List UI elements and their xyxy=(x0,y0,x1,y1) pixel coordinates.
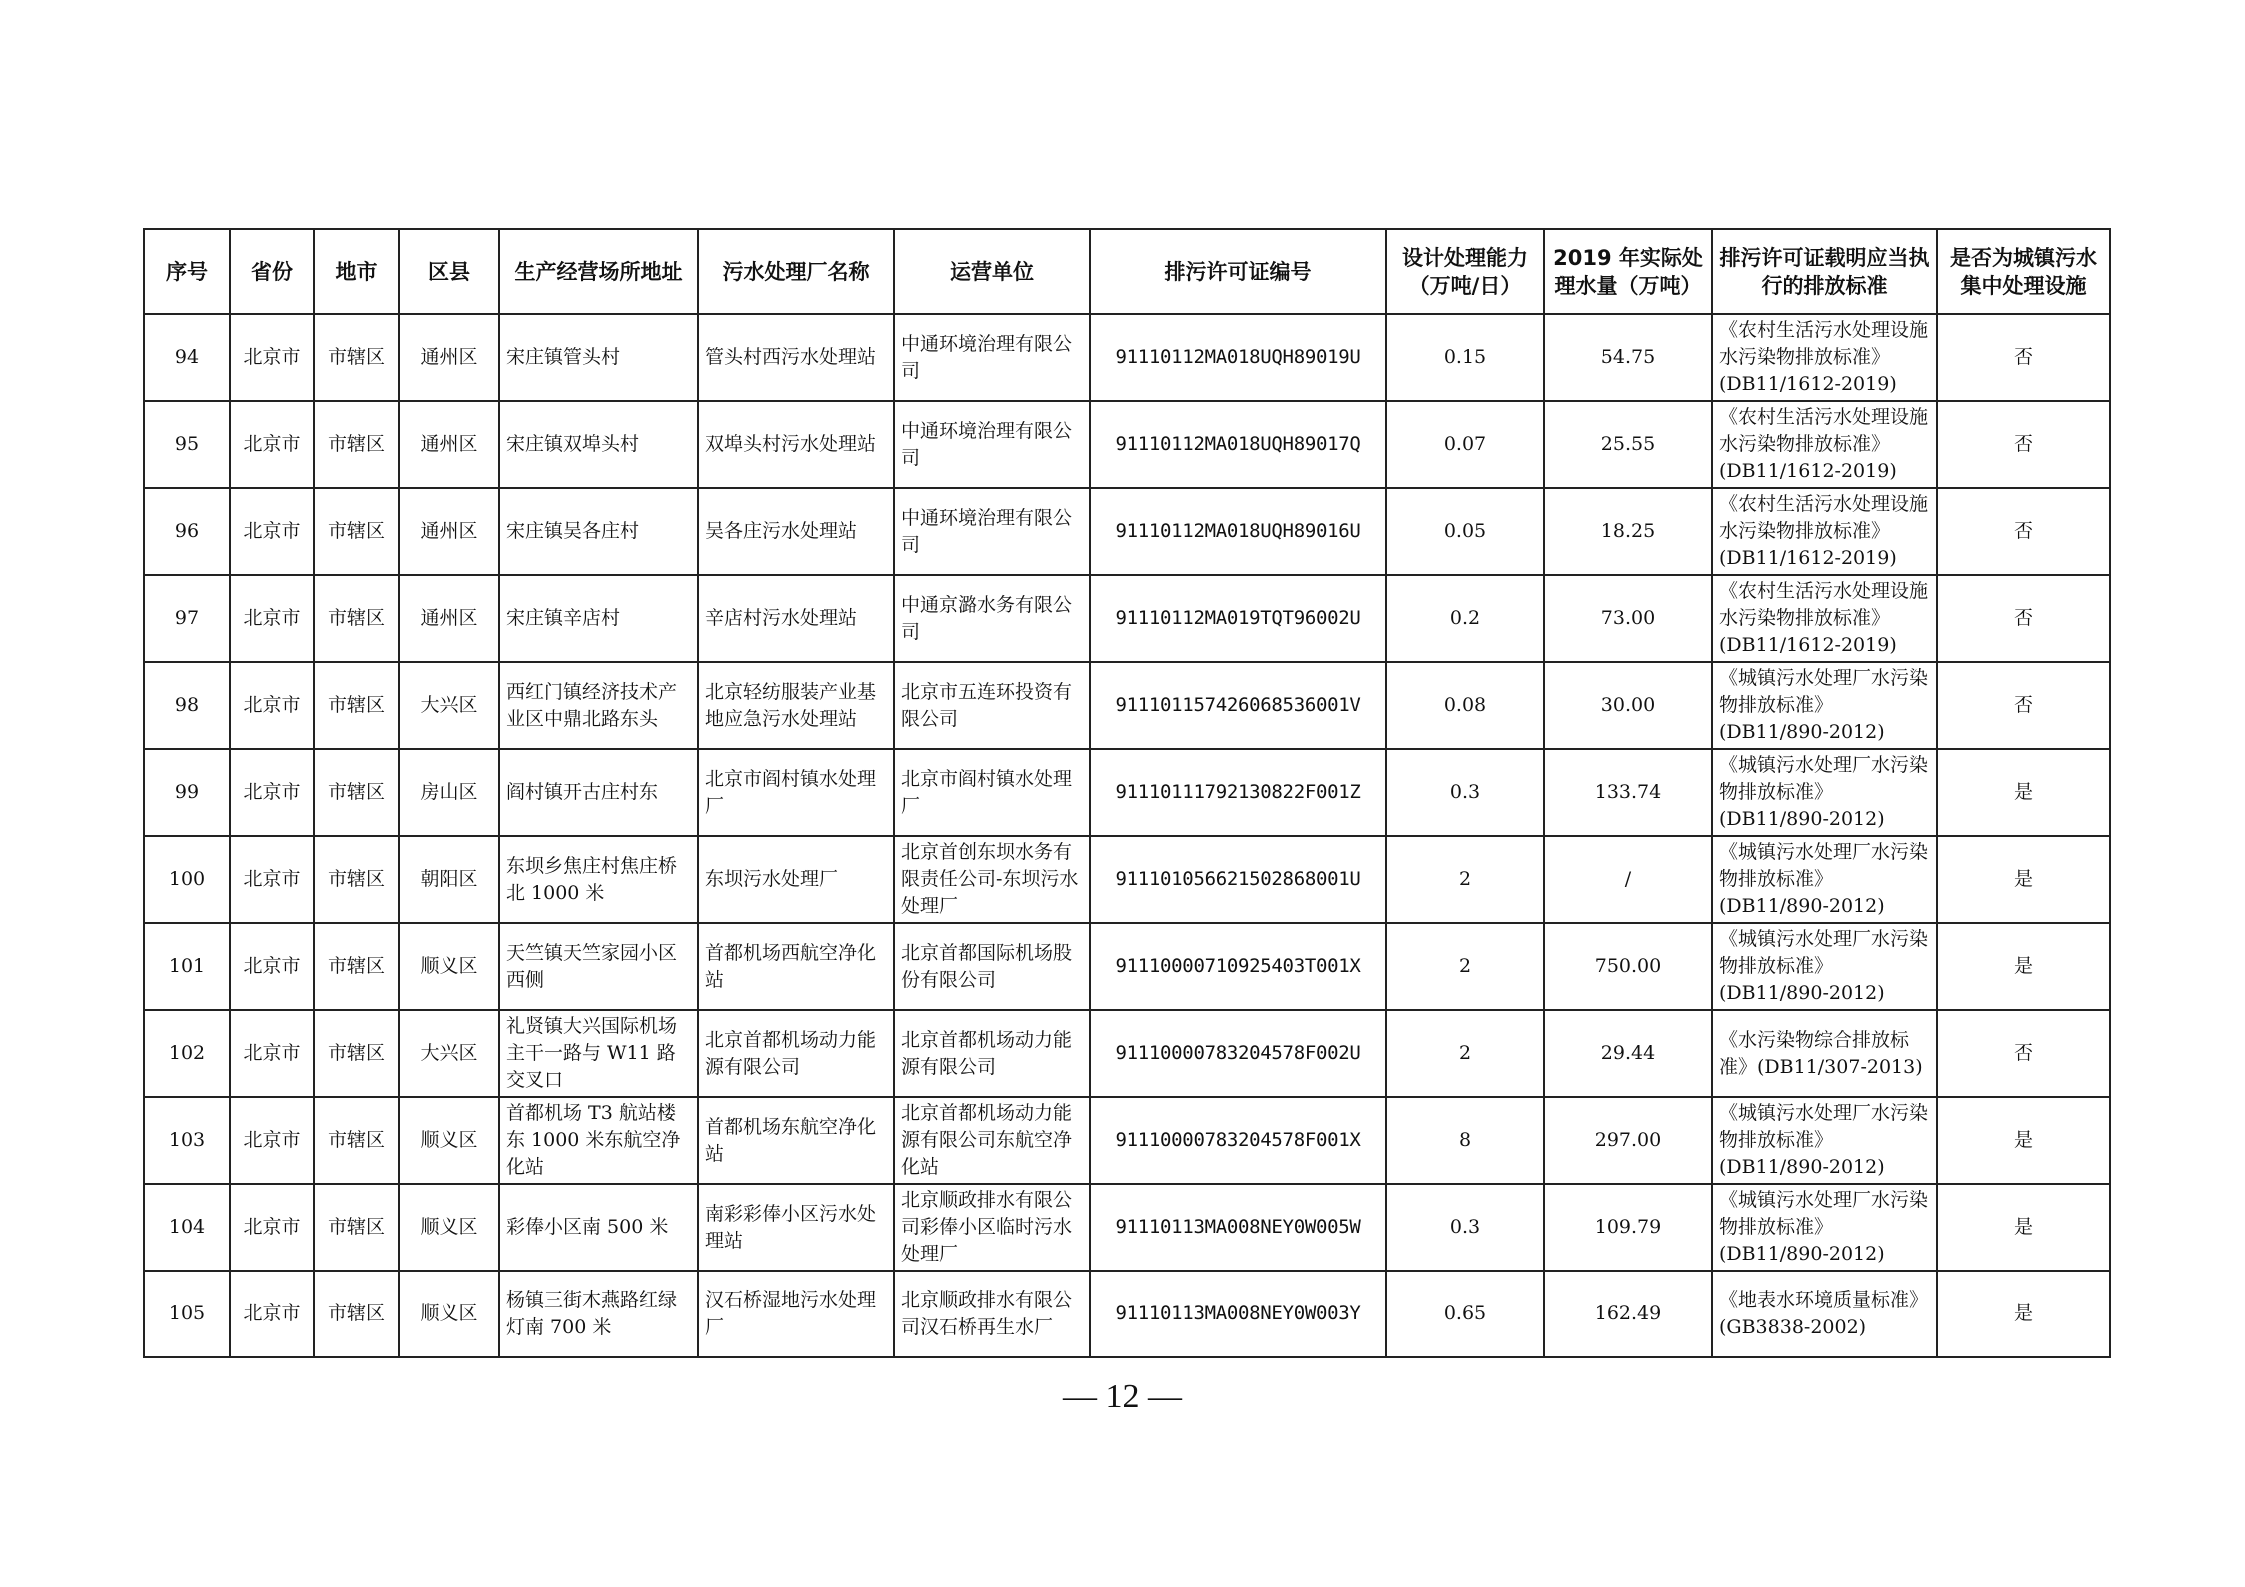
district-cell: 大兴区 xyxy=(399,1010,499,1097)
district-cell: 通州区 xyxy=(399,401,499,488)
is-urban-facility-cell: 是 xyxy=(1937,923,2110,1010)
city-cell: 市辖区 xyxy=(314,836,399,923)
column-header: 省份 xyxy=(230,229,314,314)
serial-number-cell: 98 xyxy=(144,662,230,749)
address-cell: 礼贤镇大兴国际机场主干一路与 W11 路交叉口 xyxy=(499,1010,698,1097)
operator-cell: 北京市阎村镇水处理厂 xyxy=(894,749,1090,836)
address-cell: 宋庄镇管头村 xyxy=(499,314,698,401)
district-cell: 通州区 xyxy=(399,314,499,401)
actual-volume-cell: 750.00 xyxy=(1544,923,1712,1010)
table-header-row xyxy=(144,229,2110,314)
province-cell: 北京市 xyxy=(230,575,314,662)
column-header: 区县 xyxy=(399,229,499,314)
discharge-standard-cell: 《农村生活污水处理设施水污染物排放标准》(DB11/1612-2019) xyxy=(1712,314,1937,401)
design-capacity-cell: 0.05 xyxy=(1386,488,1544,575)
table-row xyxy=(144,836,2110,923)
city-cell: 市辖区 xyxy=(314,575,399,662)
table-row xyxy=(144,662,2110,749)
column-header: 运营单位 xyxy=(894,229,1090,314)
is-urban-facility-cell: 否 xyxy=(1937,401,2110,488)
design-capacity-cell: 0.08 xyxy=(1386,662,1544,749)
discharge-standard-cell: 《城镇污水处理厂水污染物排放标准》(DB11/890-2012) xyxy=(1712,662,1937,749)
discharge-standard-cell: 《城镇污水处理厂水污染物排放标准》(DB11/890-2012) xyxy=(1712,749,1937,836)
plant-name-cell: 双埠头村污水处理站 xyxy=(698,401,894,488)
discharge-standard-cell: 《城镇污水处理厂水污染物排放标准》(DB11/890-2012) xyxy=(1712,923,1937,1010)
design-capacity-cell: 2 xyxy=(1386,836,1544,923)
permit-number-cell: 91110000783204578F002U xyxy=(1090,1010,1386,1097)
district-cell: 顺义区 xyxy=(399,1097,499,1184)
permit-number-cell: 91110112MA019TQT96002U xyxy=(1090,575,1386,662)
actual-volume-cell: 133.74 xyxy=(1544,749,1712,836)
table-row xyxy=(144,488,2110,575)
permit-number-cell: 91110112MA018UQH89016U xyxy=(1090,488,1386,575)
design-capacity-cell: 0.07 xyxy=(1386,401,1544,488)
operator-cell: 中通环境治理有限公司 xyxy=(894,488,1090,575)
plant-name-cell: 汉石桥湿地污水处理厂 xyxy=(698,1271,894,1357)
discharge-standard-cell: 《城镇污水处理厂水污染物排放标准》(DB11/890-2012) xyxy=(1712,1184,1937,1271)
actual-volume-cell: 29.44 xyxy=(1544,1010,1712,1097)
address-cell: 东坝乡焦庄村焦庄桥北 1000 米 xyxy=(499,836,698,923)
district-cell: 顺义区 xyxy=(399,923,499,1010)
province-cell: 北京市 xyxy=(230,662,314,749)
discharge-standard-cell: 《水污染物综合排放标准》(DB11/307-2013) xyxy=(1712,1010,1937,1097)
city-cell: 市辖区 xyxy=(314,1010,399,1097)
discharge-standard-cell: 《城镇污水处理厂水污染物排放标准》(DB11/890-2012) xyxy=(1712,1097,1937,1184)
page-number: — 12 — xyxy=(1063,1378,1182,1415)
operator-cell: 中通环境治理有限公司 xyxy=(894,401,1090,488)
serial-number-cell: 102 xyxy=(144,1010,230,1097)
design-capacity-cell: 0.3 xyxy=(1386,749,1544,836)
actual-volume-cell: 30.00 xyxy=(1544,662,1712,749)
discharge-standard-cell: 《农村生活污水处理设施水污染物排放标准》(DB11/1612-2019) xyxy=(1712,401,1937,488)
table-row xyxy=(144,1184,2110,1271)
address-cell: 宋庄镇辛店村 xyxy=(499,575,698,662)
is-urban-facility-cell: 是 xyxy=(1937,1097,2110,1184)
table-row xyxy=(144,575,2110,662)
city-cell: 市辖区 xyxy=(314,1097,399,1184)
serial-number-cell: 99 xyxy=(144,749,230,836)
plant-name-cell: 辛店村污水处理站 xyxy=(698,575,894,662)
discharge-standard-cell: 《城镇污水处理厂水污染物排放标准》(DB11/890-2012) xyxy=(1712,836,1937,923)
serial-number-cell: 94 xyxy=(144,314,230,401)
province-cell: 北京市 xyxy=(230,836,314,923)
operator-cell: 北京首都机场动力能源有限公司东航空净化站 xyxy=(894,1097,1090,1184)
serial-number-cell: 105 xyxy=(144,1271,230,1357)
actual-volume-cell: 54.75 xyxy=(1544,314,1712,401)
operator-cell: 中通环境治理有限公司 xyxy=(894,314,1090,401)
province-cell: 北京市 xyxy=(230,923,314,1010)
permit-number-cell: 91110112MA018UQH89017Q xyxy=(1090,401,1386,488)
permit-number-cell: 91110112MA018UQH89019U xyxy=(1090,314,1386,401)
address-cell: 宋庄镇吴各庄村 xyxy=(499,488,698,575)
design-capacity-cell: 0.65 xyxy=(1386,1271,1544,1357)
permit-number-cell: 91110111792130822F001Z xyxy=(1090,749,1386,836)
district-cell: 房山区 xyxy=(399,749,499,836)
design-capacity-cell: 0.15 xyxy=(1386,314,1544,401)
plant-name-cell: 首都机场西航空净化站 xyxy=(698,923,894,1010)
column-header: 地市 xyxy=(314,229,399,314)
address-cell: 彩俸小区南 500 米 xyxy=(499,1184,698,1271)
district-cell: 通州区 xyxy=(399,488,499,575)
is-urban-facility-cell: 否 xyxy=(1937,488,2110,575)
is-urban-facility-cell: 是 xyxy=(1937,749,2110,836)
city-cell: 市辖区 xyxy=(314,923,399,1010)
province-cell: 北京市 xyxy=(230,488,314,575)
column-header: 生产经营场所地址 xyxy=(499,229,698,314)
table-row xyxy=(144,1010,2110,1097)
column-header: 2019 年实际处理水量（万吨） xyxy=(1544,229,1712,314)
actual-volume-cell: / xyxy=(1544,836,1712,923)
plant-name-cell: 东坝污水处理厂 xyxy=(698,836,894,923)
actual-volume-cell: 162.49 xyxy=(1544,1271,1712,1357)
is-urban-facility-cell: 否 xyxy=(1937,314,2110,401)
district-cell: 顺义区 xyxy=(399,1184,499,1271)
permit-number-cell: 91110000710925403T001X xyxy=(1090,923,1386,1010)
operator-cell: 北京市五连环投资有限公司 xyxy=(894,662,1090,749)
is-urban-facility-cell: 是 xyxy=(1937,836,2110,923)
actual-volume-cell: 297.00 xyxy=(1544,1097,1712,1184)
province-cell: 北京市 xyxy=(230,401,314,488)
wastewater-permit-table xyxy=(143,228,2111,1358)
province-cell: 北京市 xyxy=(230,1271,314,1357)
city-cell: 市辖区 xyxy=(314,401,399,488)
district-cell: 通州区 xyxy=(399,575,499,662)
plant-name-cell: 北京首都机场动力能源有限公司 xyxy=(698,1010,894,1097)
serial-number-cell: 95 xyxy=(144,401,230,488)
operator-cell: 北京首创东坝水务有限责任公司-东坝污水处理厂 xyxy=(894,836,1090,923)
design-capacity-cell: 8 xyxy=(1386,1097,1544,1184)
column-header: 污水处理厂名称 xyxy=(698,229,894,314)
plant-name-cell: 北京市阎村镇水处理厂 xyxy=(698,749,894,836)
design-capacity-cell: 0.2 xyxy=(1386,575,1544,662)
address-cell: 杨镇三街木燕路红绿灯南 700 米 xyxy=(499,1271,698,1357)
province-cell: 北京市 xyxy=(230,1097,314,1184)
table-row xyxy=(144,314,2110,401)
province-cell: 北京市 xyxy=(230,1184,314,1271)
serial-number-cell: 100 xyxy=(144,836,230,923)
column-header: 排污许可证载明应当执行的排放标准 xyxy=(1712,229,1937,314)
discharge-standard-cell: 《农村生活污水处理设施水污染物排放标准》(DB11/1612-2019) xyxy=(1712,488,1937,575)
plant-name-cell: 管头村西污水处理站 xyxy=(698,314,894,401)
city-cell: 市辖区 xyxy=(314,488,399,575)
design-capacity-cell: 2 xyxy=(1386,1010,1544,1097)
address-cell: 西红门镇经济技术产业区中鼎北路东头 xyxy=(499,662,698,749)
city-cell: 市辖区 xyxy=(314,749,399,836)
address-cell: 首都机场 T3 航站楼东 1000 米东航空净化站 xyxy=(499,1097,698,1184)
plant-name-cell: 吴各庄污水处理站 xyxy=(698,488,894,575)
column-header: 设计处理能力（万吨/日） xyxy=(1386,229,1544,314)
operator-cell: 北京顺政排水有限公司汉石桥再生水厂 xyxy=(894,1271,1090,1357)
operator-cell: 北京首都机场动力能源有限公司 xyxy=(894,1010,1090,1097)
table-body xyxy=(144,314,2110,1357)
is-urban-facility-cell: 是 xyxy=(1937,1184,2110,1271)
is-urban-facility-cell: 是 xyxy=(1937,1271,2110,1357)
column-header: 序号 xyxy=(144,229,230,314)
column-header: 是否为城镇污水集中处理设施 xyxy=(1937,229,2110,314)
is-urban-facility-cell: 否 xyxy=(1937,575,2110,662)
serial-number-cell: 104 xyxy=(144,1184,230,1271)
design-capacity-cell: 2 xyxy=(1386,923,1544,1010)
plant-name-cell: 首都机场东航空净化站 xyxy=(698,1097,894,1184)
table-row xyxy=(144,1097,2110,1184)
table-row xyxy=(144,923,2110,1010)
operator-cell: 北京首都国际机场股份有限公司 xyxy=(894,923,1090,1010)
operator-cell: 中通京潞水务有限公司 xyxy=(894,575,1090,662)
permit-number-cell: 91110000783204578F001X xyxy=(1090,1097,1386,1184)
serial-number-cell: 96 xyxy=(144,488,230,575)
table-row xyxy=(144,1271,2110,1357)
is-urban-facility-cell: 否 xyxy=(1937,662,2110,749)
address-cell: 天竺镇天竺家园小区西侧 xyxy=(499,923,698,1010)
table-row xyxy=(144,401,2110,488)
actual-volume-cell: 18.25 xyxy=(1544,488,1712,575)
province-cell: 北京市 xyxy=(230,749,314,836)
serial-number-cell: 101 xyxy=(144,923,230,1010)
district-cell: 顺义区 xyxy=(399,1271,499,1357)
table-row xyxy=(144,749,2110,836)
serial-number-cell: 97 xyxy=(144,575,230,662)
design-capacity-cell: 0.3 xyxy=(1386,1184,1544,1271)
address-cell: 阎村镇开古庄村东 xyxy=(499,749,698,836)
permit-number-cell: 91110113MA008NEY0W005W xyxy=(1090,1184,1386,1271)
city-cell: 市辖区 xyxy=(314,662,399,749)
actual-volume-cell: 109.79 xyxy=(1544,1184,1712,1271)
column-header: 排污许可证编号 xyxy=(1090,229,1386,314)
discharge-standard-cell: 《农村生活污水处理设施水污染物排放标准》(DB11/1612-2019) xyxy=(1712,575,1937,662)
actual-volume-cell: 73.00 xyxy=(1544,575,1712,662)
city-cell: 市辖区 xyxy=(314,1184,399,1271)
city-cell: 市辖区 xyxy=(314,314,399,401)
discharge-standard-cell: 《地表水环境质量标准》(GB3838-2002) xyxy=(1712,1271,1937,1357)
plant-name-cell: 南彩彩俸小区污水处理站 xyxy=(698,1184,894,1271)
permit-number-cell: 911101056621502868001U xyxy=(1090,836,1386,923)
plant-name-cell: 北京轻纺服装产业基地应急污水处理站 xyxy=(698,662,894,749)
province-cell: 北京市 xyxy=(230,1010,314,1097)
actual-volume-cell: 25.55 xyxy=(1544,401,1712,488)
operator-cell: 北京顺政排水有限公司彩俸小区临时污水处理厂 xyxy=(894,1184,1090,1271)
district-cell: 大兴区 xyxy=(399,662,499,749)
province-cell: 北京市 xyxy=(230,314,314,401)
serial-number-cell: 103 xyxy=(144,1097,230,1184)
city-cell: 市辖区 xyxy=(314,1271,399,1357)
is-urban-facility-cell: 否 xyxy=(1937,1010,2110,1097)
address-cell: 宋庄镇双埠头村 xyxy=(499,401,698,488)
permit-number-cell: 911101157426068536001V xyxy=(1090,662,1386,749)
district-cell: 朝阳区 xyxy=(399,836,499,923)
permit-number-cell: 91110113MA008NEY0W003Y xyxy=(1090,1271,1386,1357)
